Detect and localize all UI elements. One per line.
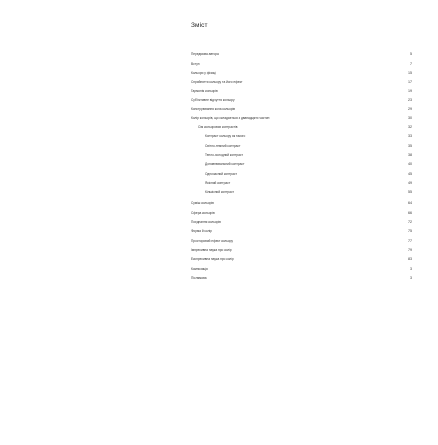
toc-entry-label: Одночасний контраст [205,172,237,176]
toc-entry-page-number: 3 [410,276,412,280]
toc-entry-label: Гармонія кольорів [191,89,218,93]
toc-entry-label: Імпресивна наука про колір [191,248,232,252]
toc-entry[interactable] [0,144,438,153]
toc-entry-label: Просторовий ефект кольору [191,239,234,243]
toc-entry[interactable] [0,80,438,89]
toc-entry-page-number: 66 [408,211,412,215]
page-title: Зміст [191,22,208,29]
toc-entry-label: Доповнювальний контраст [205,162,245,166]
toc-entry[interactable] [0,62,438,71]
toc-entry[interactable] [0,71,438,80]
toc-entry-label: Колір кольорів, що складається з дванадцяти частин [191,116,270,120]
toc-entry-label: Вступ [191,62,200,66]
toc-entry-page-number: 49 [408,181,412,185]
toc-entry-label: Композиція [191,267,208,271]
toc-entry-page-number: 64 [408,201,412,205]
toc-entry-page-number: 40 [408,162,412,166]
toc-entry-label: Суб'єктивне відчуття кольору [191,98,235,102]
toc-entry-page-number: 7 [410,62,412,66]
toc-entry[interactable] [0,211,438,220]
toc-entry[interactable] [0,116,438,125]
toc-entry[interactable] [0,89,438,98]
toc-entry-page-number: 17 [408,80,412,84]
toc-entry-page-number: 3 [410,267,412,271]
toc-entry-page-number: 83 [408,257,412,261]
toc-entry[interactable] [0,257,438,266]
toc-entry[interactable] [0,181,438,190]
toc-entry-label: Кольори у фізиці [191,71,216,75]
toc-entry[interactable] [0,98,438,107]
toc-entry-page-number: 77 [408,239,412,243]
toc-entry-label: Сім кольорових контрастів [198,125,238,129]
toc-entry-page-number: 33 [408,134,412,138]
toc-entry-page-number: 29 [408,107,412,111]
toc-entry[interactable] [0,153,438,162]
toc-entry-label: Тепло-холодний контраст [205,153,243,157]
toc-entry-page-number: 32 [408,125,412,129]
toc-entry-page-number: 72 [408,220,412,224]
toc-entry[interactable] [0,125,438,134]
toc-entry[interactable] [0,239,438,248]
toc-entry[interactable] [0,267,438,276]
toc-entry[interactable] [0,276,438,285]
toc-entry[interactable] [0,134,438,143]
toc-entry[interactable] [0,162,438,171]
toc-entry[interactable] [0,107,438,116]
toc-entry-label: Сфера кольорів [191,211,215,215]
toc-entry-label: Кількісний контраст [205,190,235,194]
toc-entry[interactable] [0,220,438,229]
toc-entry-label: Експресивна наука про колір [191,257,234,261]
toc-entry-page-number: 38 [408,153,412,157]
toc-entry-page-number: 30 [408,116,412,120]
toc-entry-page-number: 79 [408,248,412,252]
toc-entry-label: Поєднання кольорів [191,220,221,224]
toc-entry[interactable] [0,248,438,257]
toc-entry-page-number: 23 [408,98,412,102]
toc-entry-page-number: 35 [408,144,412,148]
toc-entry-label: Світло-темний контраст [205,144,241,148]
toc-entry-page-number: 75 [408,229,412,233]
toc-entry[interactable] [0,172,438,181]
toc-entry-label: Післямова [191,276,207,280]
toc-entry-page-number: 55 [408,190,412,194]
toc-entry-label: Суміш кольорів [191,201,214,205]
toc-entry[interactable] [0,229,438,238]
toc-entry-label: Передмова автора [191,52,219,56]
toc-entry-label: Якісний контраст [205,181,231,185]
toc-entry-label: Конструювання кола кольорів [191,107,235,111]
toc-entry[interactable] [0,201,438,210]
toc-entry-page-number: 19 [408,89,412,93]
toc-entry-page-number: 45 [408,172,412,176]
toc-entry-label: Сприйняття кольору та його ефект [191,80,243,84]
toc-entry-label: Форма й колір [191,229,212,233]
toc-entry[interactable] [0,190,438,199]
toc-entry-label: Контраст кольору як такого [205,134,246,138]
toc-entry[interactable] [0,52,438,61]
toc-entry-page-number: 5 [410,52,412,56]
toc-entry-page-number: 15 [408,71,412,75]
